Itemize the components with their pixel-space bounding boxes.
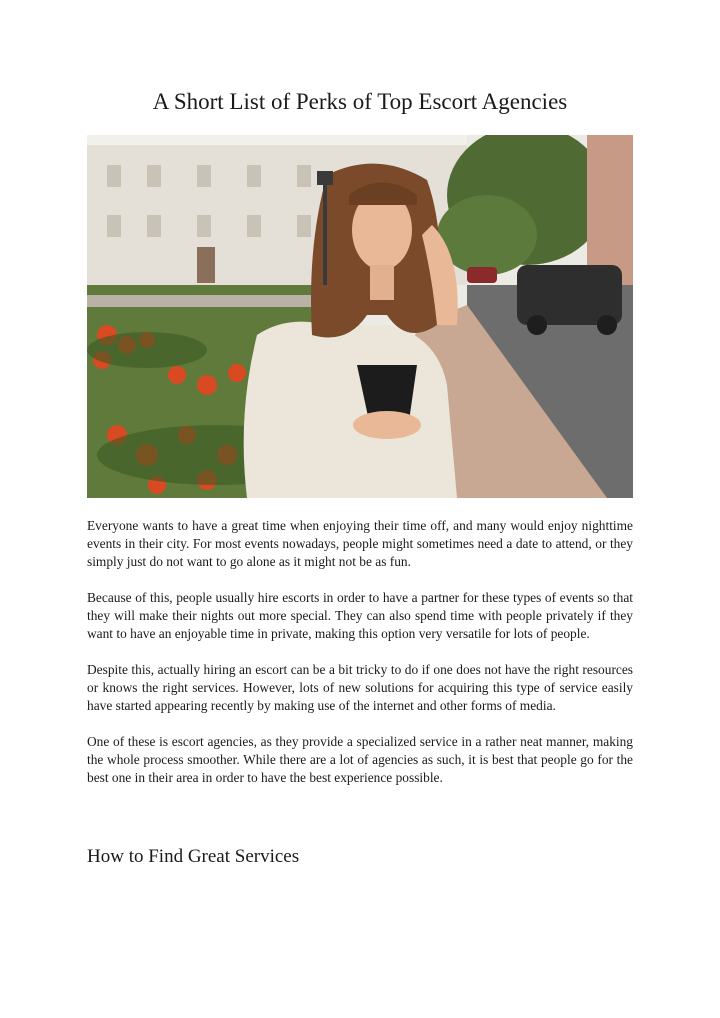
hero-photo: [87, 135, 633, 498]
photo-illustration: [87, 135, 633, 498]
paragraph-1: Everyone wants to have a great time when enjoying their time off, and many would enjoy nighttime events in their city. For most events nowadays, people might sometimes need a date to attend, or they simply just do not want to go alone as it might not be as fun.: [87, 518, 633, 569]
section-heading: How to Find Great Services: [87, 846, 300, 867]
article-body: [87, 517, 633, 805]
paragraph-3: Despite this, actually hiring an escort can be a bit tricky to do if one does not have the right resources or knows the right services. However, lots of new solutions for acquiring this type of service easily have started appearing recently by making use of the internet and other forms of media.: [87, 662, 633, 713]
paragraph-4: One of these is escort agencies, as they provide a specialized service in a rather neat manner, making the whole process smoother. While there are a lot of agencies as such, it is best that people go for the best one in their area in order to have the best experience possible.: [87, 734, 633, 785]
page-title: A Short List of Perks of Top Escort Agencies: [152, 89, 568, 114]
paragraph-2: Because of this, people usually hire escorts in order to have a partner for these types of events so that they will make their nights out more special. They can also spend time with people privately if they want to have an enjoyable time in private, making this option very versatile for lots of people.: [87, 590, 633, 641]
